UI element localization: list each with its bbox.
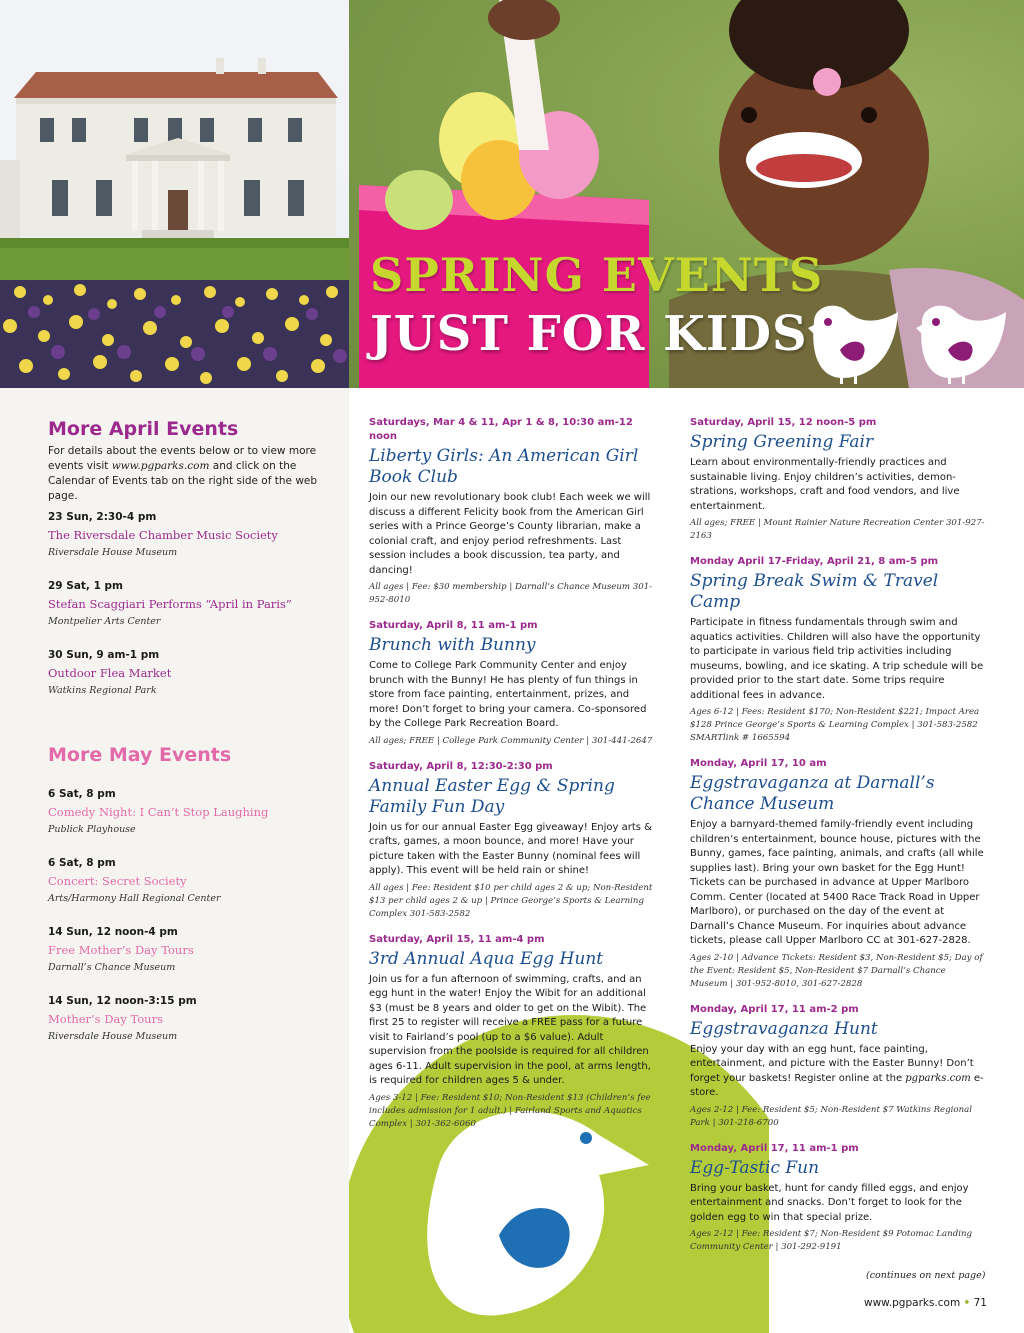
may-events-heading: More May Events (48, 744, 232, 766)
april-event-item: 30 Sun, 9 am-1 pm Outdoor Flea Market Watkins Regional Park (48, 649, 172, 696)
april-events-heading: More April Events (48, 418, 239, 440)
footer-site-link[interactable]: www.pgparks.com (864, 1297, 961, 1309)
april-events-intro: For details about the events below or to view more events visit www.pgparks.com and click on the Calendar of Events tab on the right side of the web page. (48, 445, 318, 502)
hero-banner (0, 0, 1024, 388)
footer-bullet: • (963, 1297, 971, 1309)
sidebar-more-events (0, 388, 349, 1333)
may-event-item: 6 Sat, 8 pm Comedy Night: I Can’t Stop Laughing Publick Playhouse (48, 788, 269, 835)
events-column-middle (369, 416, 657, 1143)
continues-note: (continues on next page) (866, 1270, 986, 1281)
event-card: Saturdays, Mar 4 & 11, Apr 1 & 8, 10:30 am-12 noon Liberty Girls: An American Girl Book Club Join our new revolutionary book club! Each week we will discuss a different Felicity book from the American Girl series with a Prince George’s County librarian, make a colonial craft, and enjoy period refreshments. Last session includes a book discussion, tea party, and dancing! All ages | Fee: $30 membership | Darnall’s Chance Museum 301-952-8010 (369, 417, 653, 605)
hero-title-line1: SPRING EVENTS (370, 248, 824, 302)
event-card: Saturday, April 15, 12 noon-5 pm Spring Greening Fair Learn about environmentally-friendly practices and sustainable living. Enjoy children’s activities, demonstrations, workshops, craft and food vendors, and live entertainment. All ages; FREE | Mount Rainier Nature Recreation Center 301-927-2163 (690, 417, 985, 541)
may-event-item: 14 Sun, 12 noon-4 pm Free Mother’s Day Tours Darnall’s Chance Museum (48, 926, 194, 973)
hero-title-line2: JUST FOR KIDS (370, 306, 808, 362)
hero-bird-icon (806, 298, 1016, 384)
event-card: Monday, April 17, 10 am Eggstravaganza at Darnall’s Chance Museum Enjoy a barnyard-themed family-friendly event including children’s entertainment, bounce house, pictures with the Bunny, games, face painting, animals, and crafts (all while supplies last). Bring your own basket for the Egg Hunt! Tickets can be purchased in advance at Upper Marlboro Comm. Center (located at 5400 Race Track Road in Upper Marlboro), or purchased on the day of the event at Darnall’s Chance Museum. For inquiries about advance tickets, please call Upper Marlboro CC at 301-627-2828. Ages 2-10 | Advance Tickets: Resident $3, Non-Resident $5; Day of the Event: Resident $5, Non-Resident $7 Darnall’s Chance Museum | 301-952-8010, 301-627-2828 (690, 758, 984, 989)
page-number: 71 (973, 1297, 987, 1309)
may-event-item: 6 Sat, 8 pm Concert: Secret Society Arts/Harmony Hall Regional Center (48, 857, 221, 904)
event-card: Monday April 17-Friday, April 21, 8 am-5 pm Spring Break Swim & Travel Camp Participate in fitness fundamentals through swim and aquatics activities. Children will also have the opportunity to participate in various field trip activities including museums, bowling, and ice skating. A trip schedule will be provided prior to the start date. Some trips require additional fees in advance. Ages 6-12 | Fees: Resident $170; Non-Resident $221; Impact Area $128 Prince George’s Sports & Learning Complex | 301-583-2582 SMARTlink # 1665594 (690, 556, 984, 743)
april-event-item: 23 Sun, 2:30-4 pm The Riversdale Chamber Music Society Riversdale House Museum (48, 511, 278, 558)
riversdale-house-photo (0, 0, 349, 388)
page-footer (864, 1297, 987, 1309)
event-card: Saturday, April 8, 11 am-1 pm Brunch with Bunny Come to College Park Community Center and enjoy brunch with the Bunny! He has plenty of fun things in store from face painting, entertainment, prizes, and more! Don’t forget to bring your camera. Co-sponsored by the College Park Recreation Board. All ages; FREE | College Park Community Center | 301-441-2647 (369, 620, 653, 746)
event-card: Saturday, April 8, 12:30-2:30 pm Annual Easter Egg & Spring Family Fun Day Join us for our annual Easter Egg giveaway! Enjoy arts & crafts, games, a moon bounce, and more! Have your picture taken with the Easter Bunny (nominal fees will apply). This event will be held rain or shine! All ages | Fee: Resident $10 per child ages 2 & up; Non-Resident $13 per child ages 2 & up | Prince George’s Sports & Learning Complex 301-583-2582 (369, 760, 653, 919)
april-event-item: 29 Sat, 1 pm Stefan Scaggiari Performs “April in Paris” Montpelier Arts Center (48, 580, 292, 627)
event-card: Monday, April 17, 11 am-1 pm Egg-Tastic Fun Bring your basket, hunt for candy filled eggs, and enjoy entertainment and snacks. Don’t forget to look for the golden egg to win that special prize. Ages 2-12 | Fee: Resident $7; Non-Resident $9 Potomac Landing Community Center | 301-292-9191 (690, 1142, 972, 1252)
event-card: Monday, April 17, 11 am-2 pm Eggstravaganza Hunt Enjoy your day with an egg hunt, face painting, entertainment, and picture with the Easter Bunny! Don’t forget your baskets! Register online at the pgparks.com e-store. Ages 2-12 | Fee: Resident $5; Non-Resident $7 Watkins Regional Park | 301-218-6700 (690, 1003, 984, 1128)
may-event-item: 14 Sun, 12 noon-3:15 pm Mother’s Day Tours Riversdale House Museum (48, 995, 197, 1042)
estore-link[interactable]: pgparks.com (905, 1072, 971, 1084)
pgparks-link[interactable]: www.pgparks.com (111, 460, 210, 472)
event-card: Saturday, April 15, 11 am-4 pm 3rd Annual Aqua Egg Hunt Join us for a fun afternoon of swimming, crafts, and an egg hunt in the water! Enjoy the Wibit for an additional $3 (must be 8 years and older to get on the Wibit). The first 25 to register will receive a FREE pass for a future visit to Fairland’s pool (up to a $6 value). Adult supervision from the poolside is required for all children ages 6-11. Adult supervision in the pool, at arms length, is required for children ages 5 & under. Ages 3-12 | Fee: Resident $10; Non-Resident $13 (Children’s fee includes admission for 1 adult.) | Fairland Sports and Aquatics Complex | 301-362-6060 (369, 933, 651, 1129)
